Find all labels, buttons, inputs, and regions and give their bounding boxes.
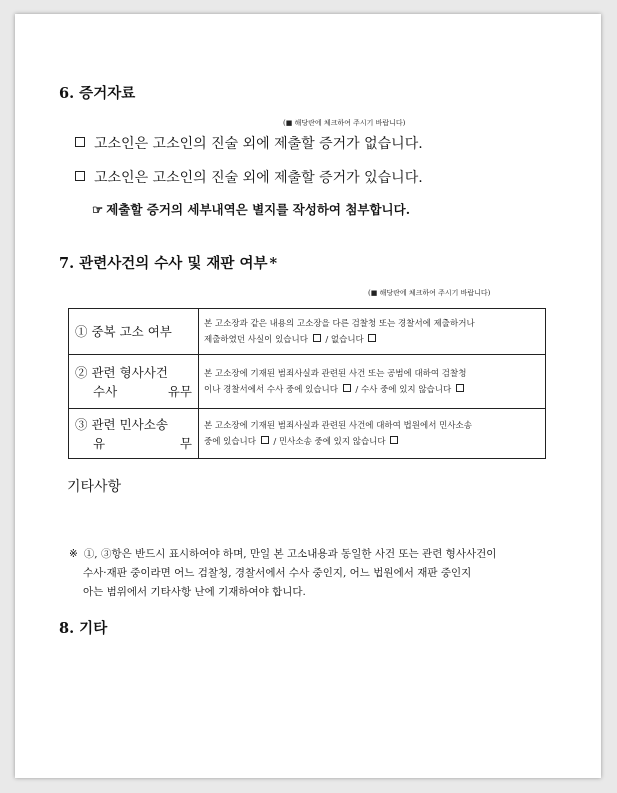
row-text-part: / 민사소송 중에 있지 않습니다 xyxy=(273,436,386,447)
footnote-line: 수사·재판 중이라면 어느 검찰청, 경찰서에서 수사 중인지, 어느 법원에서 재판 중인지 xyxy=(83,567,472,579)
row-label-part: 수사 xyxy=(93,383,118,399)
document-page xyxy=(15,14,601,778)
checkbox-icon[interactable] xyxy=(368,334,376,342)
row-label-line xyxy=(75,382,192,401)
row-text-part: 제출하였던 사실이 있습니다 xyxy=(204,334,308,345)
table-row xyxy=(69,409,546,459)
table-row xyxy=(69,309,546,355)
row-text-part: / 수사 중에 있지 않습니다 xyxy=(355,384,452,395)
section-7-footnote xyxy=(69,545,496,602)
checkbox-icon[interactable] xyxy=(261,436,269,444)
row-label-line: ① 중복 고소 여부 xyxy=(75,324,172,339)
row-text-line: 본 고소장과 같은 내용의 고소장을 다른 검찰청 또는 경찰서에 제출하거나 xyxy=(204,318,475,329)
checkbox-icon[interactable] xyxy=(456,384,464,392)
row-label-civil-suit xyxy=(69,409,199,459)
row-text-part: 이나 경찰서에서 수사 중에 있습니다 xyxy=(204,384,338,395)
evidence-option-none[interactable] xyxy=(75,133,423,153)
row-text-line: 본 고소장에 기재된 범죄사실과 관련된 사건 또는 공범에 대하여 검찰청 xyxy=(204,368,467,379)
section-7-title xyxy=(59,252,277,273)
reference-mark: ※ xyxy=(69,548,78,560)
row-text-part: 중에 있습니다 xyxy=(204,436,256,447)
pointing-hand-icon: ☞ xyxy=(92,202,104,217)
evidence-detail-note xyxy=(92,200,410,218)
section-6-title: 6. 증거자료 xyxy=(59,85,136,102)
checkbox-icon[interactable] xyxy=(343,384,351,392)
related-case-table xyxy=(68,308,546,459)
checkbox-icon[interactable] xyxy=(313,334,321,342)
row-text-line: 본 고소장에 기재된 범죄사실과 관련된 사건에 대하여 법원에서 민사소송 xyxy=(204,420,472,431)
checkbox-icon[interactable] xyxy=(75,171,85,181)
footnote-line: 아는 범위에서 기타사항 난에 기재하여야 합니다. xyxy=(83,586,306,598)
row-label-line: ③ 관련 민사소송 xyxy=(75,416,168,432)
other-matters-label: 기타사항 xyxy=(67,479,122,495)
checkbox-icon[interactable] xyxy=(75,137,85,147)
row-label-line: ② 관련 형사사건 xyxy=(75,364,168,380)
checkbox-icon[interactable] xyxy=(390,436,398,444)
row-label-line xyxy=(75,434,192,453)
evidence-detail-text: 제출할 증거의 세부내역은 별지를 작성하여 첨부합니다. xyxy=(106,202,411,217)
section-7-check-note: (■ 해당란에 체크하여 주시기 바랍니다) xyxy=(368,289,491,297)
footnote-text: ①, ③항은 반드시 표시하여야 하며, 만일 본 고소내용과 동일한 사건 또는 관련 형사사건이 xyxy=(83,548,497,560)
evidence-option-none-label: 고소인은 고소인의 진술 외에 제출할 증거가 없습니다. xyxy=(94,136,423,152)
section-7-title-text: 7. 관련사건의 수사 및 재판 여부 xyxy=(59,255,268,272)
footnote-line xyxy=(69,545,496,564)
row-text-line xyxy=(204,332,540,348)
row-text-part: / 없습니다 xyxy=(325,334,364,345)
section-6-check-note: (■ 해당란에 체크하여 주시기 바랍니다) xyxy=(283,119,406,127)
row-text-civil-suit xyxy=(199,409,546,459)
row-text-duplicate-complaint xyxy=(199,309,546,355)
row-text-line xyxy=(204,434,540,450)
row-label-part: 유무 xyxy=(167,383,192,399)
row-label-part: 유 xyxy=(93,435,106,451)
row-text-criminal-case xyxy=(199,355,546,409)
row-label-part: 무 xyxy=(179,435,192,451)
row-label-criminal-case xyxy=(69,355,199,409)
table-row xyxy=(69,355,546,409)
evidence-option-exists[interactable] xyxy=(75,167,423,187)
row-label-duplicate-complaint xyxy=(69,309,199,355)
section-7-asterisk: * xyxy=(269,255,278,272)
row-text-line xyxy=(204,382,540,398)
section-8-title: 8. 기타 xyxy=(59,620,108,637)
evidence-option-exists-label: 고소인은 고소인의 진술 외에 제출할 증거가 있습니다. xyxy=(94,170,423,186)
